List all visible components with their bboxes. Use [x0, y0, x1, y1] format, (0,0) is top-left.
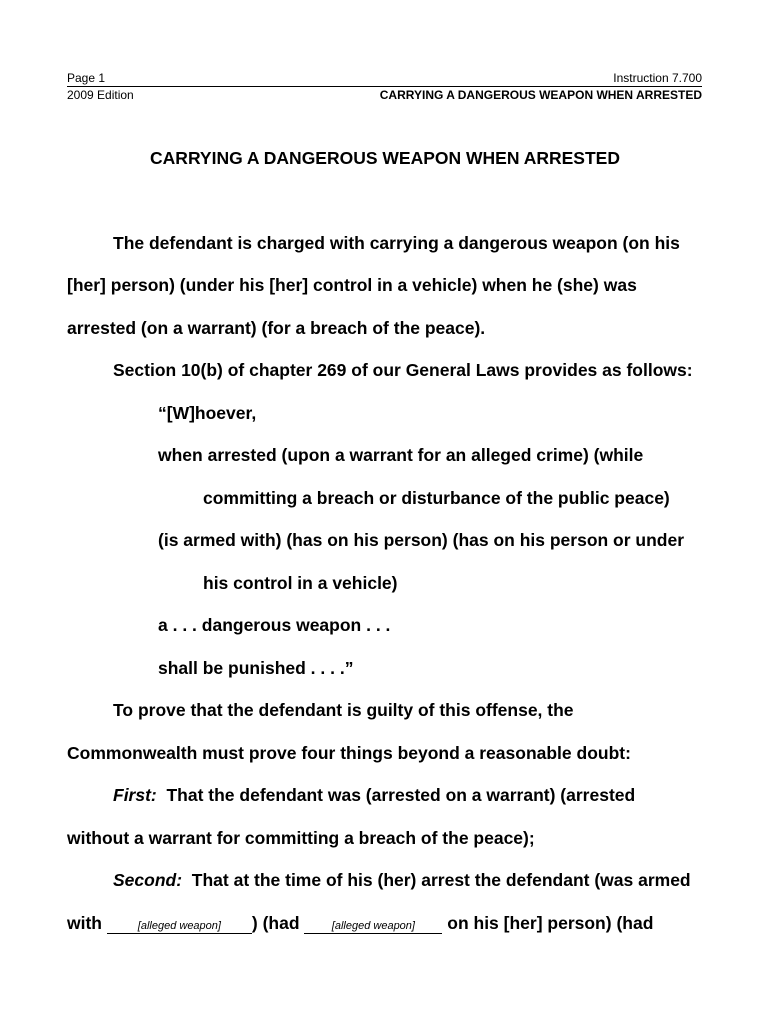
paragraph-line: To prove that the defendant is guilty of this offense, the [113, 700, 574, 720]
paragraph-line: [her] person) (under his [her] control in a vehicle) when he (she) was [67, 275, 637, 295]
element-label: Second: [113, 870, 183, 890]
quote-line: “[W]hoever, [158, 403, 257, 423]
quote-line: his control in a vehicle) [203, 573, 398, 593]
text: ) (had [251, 913, 300, 933]
running-title: CARRYING A DANGEROUS WEAPON WHEN ARRESTED [379, 88, 702, 102]
quote-line: when arrested (upon a warrant for an alleged crime) (while [158, 445, 644, 465]
paragraph-line: Commonwealth must prove four things beyond a reasonable doubt: [67, 743, 631, 763]
alleged-weapon-blank: [alleged weapon] [107, 920, 252, 934]
text: on his [her] person) (had [447, 913, 654, 933]
paragraph-line [67, 913, 653, 934]
element-label: First: [113, 785, 157, 805]
element-text: That the defendant was (arrested on a warrant) (arrested [166, 785, 636, 805]
quote-line: committing a breach or disturbance of the public peace) [203, 488, 670, 508]
element-second [113, 870, 691, 890]
paragraph-line: Section 10(b) of chapter 269 of our General Laws provides as follows: [113, 360, 693, 380]
quote-line: shall be punished . . . .” [158, 658, 354, 678]
document-title: CARRYING A DANGEROUS WEAPON WHEN ARRESTED [150, 148, 620, 168]
alleged-weapon-blank: [alleged weapon] [304, 920, 442, 934]
paragraph-line: The defendant is charged with carrying a dangerous weapon (on his [113, 233, 680, 253]
paragraph-line: arrested (on a warrant) (for a breach of the peace). [67, 318, 486, 338]
quote-line: a . . . dangerous weapon . . . [158, 615, 391, 635]
page-number: Page 1 [67, 71, 106, 85]
element-text: That at the time of his (her) arrest the defendant (was armed [191, 870, 691, 890]
instruction-number: Instruction 7.700 [613, 71, 702, 85]
quote-line: (is armed with) (has on his person) (has on his person or under [158, 530, 685, 550]
text: with [67, 913, 102, 933]
edition: 2009 Edition [67, 88, 134, 102]
header-rule [67, 86, 702, 87]
element-first [113, 785, 635, 805]
paragraph-line: without a warrant for committing a breach of the peace); [67, 828, 535, 848]
